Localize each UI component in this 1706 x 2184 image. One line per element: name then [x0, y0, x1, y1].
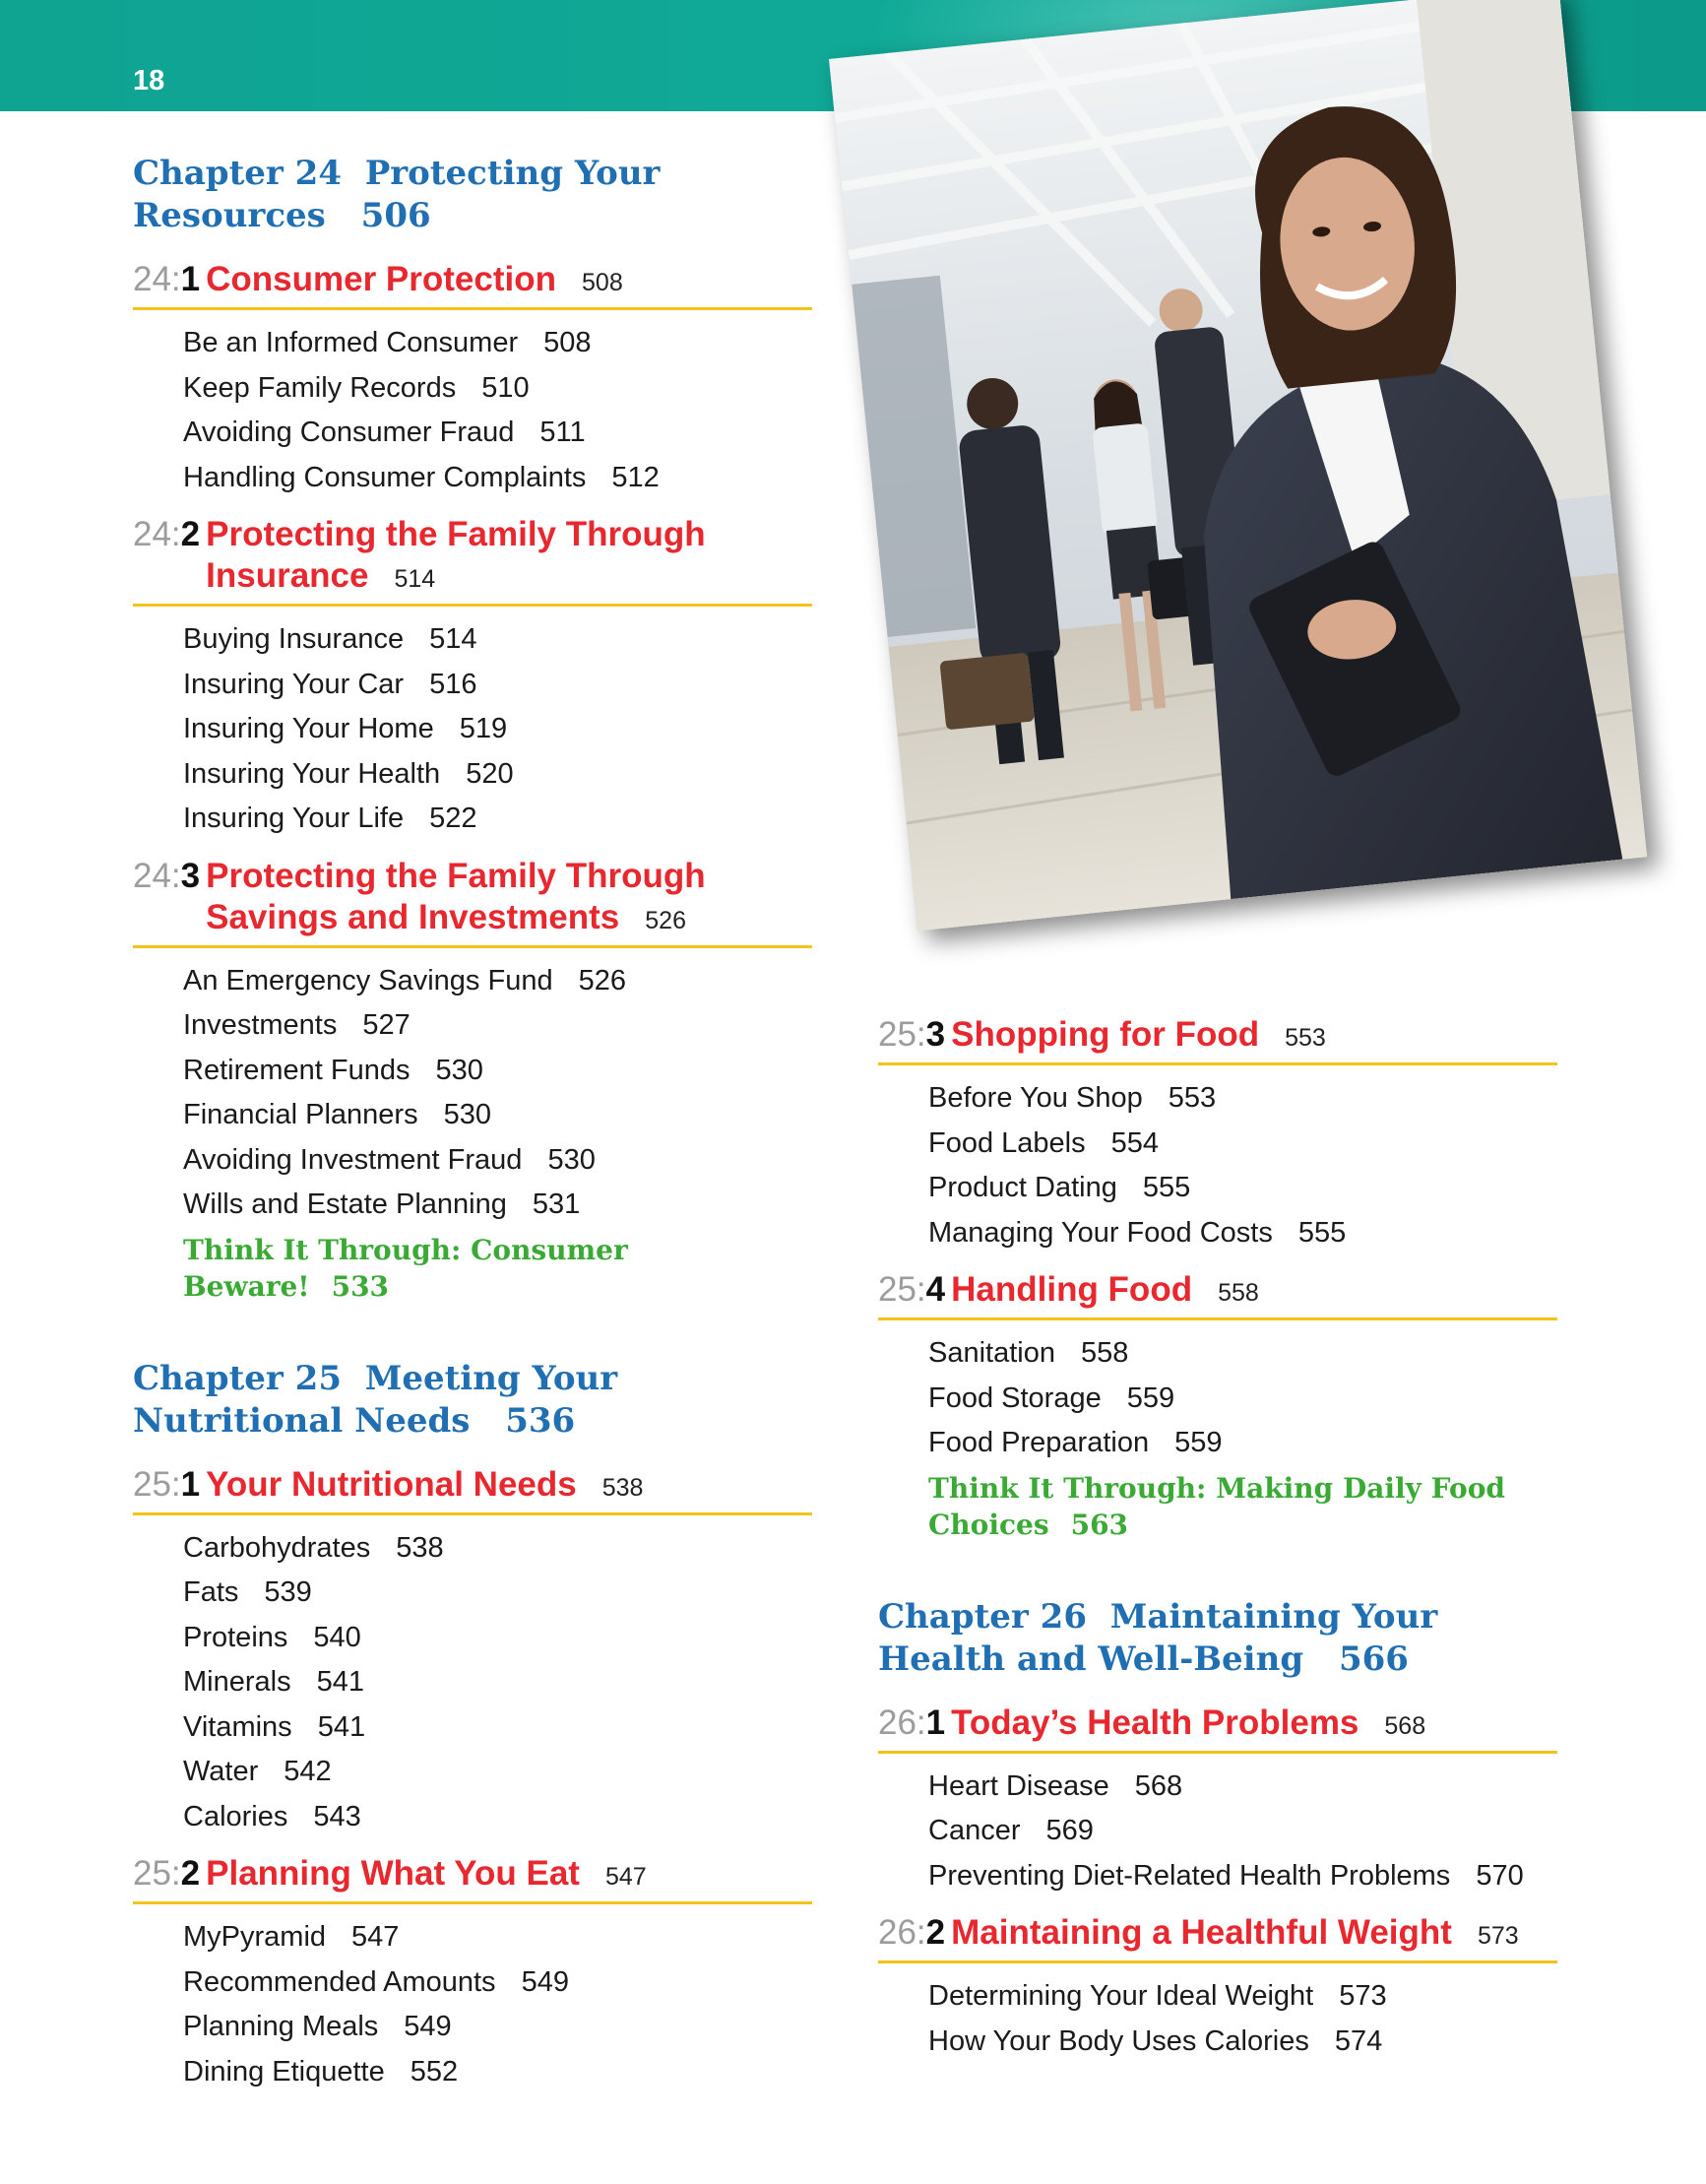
think-page: 533: [331, 1269, 390, 1303]
topic-item[interactable]: [928, 1421, 1557, 1466]
topic-item[interactable]: [183, 752, 812, 798]
topic-list: [183, 321, 812, 500]
topic-title: Planning Meals: [183, 2011, 379, 2042]
chapter-title: Meeting Your Nutritional Needs: [133, 1358, 618, 1441]
section-number: 24:: [133, 856, 181, 895]
business-people-photo: [829, 0, 1647, 931]
topic-item[interactable]: [183, 1915, 812, 1960]
topic-title: Avoiding Investment Fraud: [183, 1143, 523, 1176]
topic-title: Carbohydrates: [183, 1531, 371, 1564]
topic-title: Dining Etiquette: [183, 2055, 385, 2088]
section-number: 25:: [878, 1270, 926, 1309]
topic-item[interactable]: [183, 1660, 812, 1705]
toc-right-column: [878, 1014, 1557, 2078]
topic-title: Retirement Funds: [183, 1054, 411, 1086]
think-title: Think It Through: Consumer Beware!: [183, 1233, 628, 1303]
topic-item[interactable]: [928, 1809, 1557, 1854]
topic-item[interactable]: [183, 1003, 812, 1049]
topic-item[interactable]: [928, 1974, 1557, 2020]
topic-item[interactable]: [928, 1211, 1557, 1256]
toc-left-column: [133, 153, 812, 2108]
section-number: 25:: [133, 1464, 181, 1504]
think-it-through-link[interactable]: [183, 1232, 813, 1305]
think-page: 563: [1070, 1508, 1129, 1541]
section-title: Planning What You Eat: [206, 1854, 580, 1893]
topic-item[interactable]: [183, 1093, 812, 1138]
section-page: 573: [1477, 1922, 1519, 1950]
topic-page: 558: [1081, 1337, 1129, 1369]
topic-page: 549: [521, 1965, 569, 1998]
topic-item[interactable]: [928, 1765, 1557, 1810]
topic-item[interactable]: [183, 1138, 812, 1184]
topic-title: Buying Insurance: [183, 623, 405, 655]
topic-title: Insuring Your Car: [183, 668, 405, 700]
think-it-through-link[interactable]: [928, 1470, 1558, 1543]
section-page: 538: [601, 1473, 644, 1502]
topic-page: 540: [313, 1621, 361, 1653]
section-number: 26:: [878, 1913, 926, 1952]
chapter-label: Chapter 24: [133, 154, 342, 193]
topic-page: 549: [404, 2011, 452, 2042]
topic-page: 554: [1110, 1126, 1160, 1159]
topic-list: [183, 617, 812, 842]
topic-list: [928, 1076, 1557, 1255]
topic-item[interactable]: [183, 1571, 812, 1616]
section-26-1[interactable]: [878, 1702, 1557, 1754]
section-subnumber: 1: [180, 1464, 201, 1504]
section-24-1[interactable]: [133, 259, 812, 310]
topic-item[interactable]: [928, 1076, 1557, 1122]
topic-title: Financial Planners: [183, 1099, 418, 1130]
section-number: 24:: [133, 515, 181, 553]
topic-item[interactable]: [183, 663, 812, 708]
topic-item[interactable]: [183, 321, 812, 366]
section-26-2[interactable]: [878, 1912, 1557, 1963]
topic-list: [928, 1765, 1557, 1899]
section-subnumber: 4: [925, 1270, 946, 1309]
topic-title: MyPyramid: [183, 1921, 327, 1953]
topic-list: [928, 1331, 1557, 1466]
topic-item[interactable]: [183, 1183, 812, 1228]
topic-title: Be an Informed Consumer: [183, 327, 519, 358]
topic-item[interactable]: [183, 707, 812, 752]
topic-page: 530: [435, 1054, 483, 1086]
section-24-3[interactable]: [133, 856, 812, 948]
section-title: Handling Food: [951, 1270, 1193, 1309]
section-page: 526: [645, 906, 686, 934]
section-page: 553: [1285, 1024, 1326, 1052]
topic-title: Cancer: [928, 1815, 1021, 1846]
section-subnumber: 2: [925, 1913, 946, 1952]
section-title: Shopping for Food: [951, 1015, 1260, 1054]
topic-list: [183, 959, 812, 1228]
topic-title: Before You Shop: [928, 1082, 1143, 1114]
section-title: Consumer Protection: [206, 260, 557, 298]
section-number: 24:: [133, 260, 181, 298]
topic-item[interactable]: [928, 1854, 1557, 1899]
topic-title: Insuring Your Home: [183, 713, 434, 744]
section-page: 558: [1218, 1279, 1259, 1307]
section-subnumber: 2: [180, 1854, 201, 1893]
topic-item[interactable]: [183, 1049, 812, 1094]
topic-item[interactable]: [183, 1616, 812, 1661]
topic-title: Water: [183, 1756, 259, 1787]
topic-item[interactable]: [183, 456, 812, 501]
topic-title: Investments: [183, 1009, 338, 1041]
topic-page: 559: [1126, 1381, 1175, 1414]
section-title: Protecting the Family Through Savings and Investments: [206, 856, 706, 936]
section-subnumber: 1: [180, 260, 201, 298]
section-title-wrap: [206, 856, 757, 941]
section-page: 547: [604, 1863, 647, 1891]
topic-item[interactable]: [928, 2020, 1557, 2065]
topic-title: Wills and Estate Planning: [183, 1188, 507, 1220]
topic-item[interactable]: [183, 1705, 812, 1751]
section-title: Your Nutritional Needs: [206, 1464, 577, 1504]
topic-title: Minerals: [183, 1666, 291, 1698]
topic-title: Food Preparation: [928, 1427, 1150, 1458]
section-page: 568: [1384, 1711, 1426, 1740]
topic-page: 570: [1476, 1859, 1524, 1892]
page-number: 18: [133, 65, 165, 96]
section-title: Maintaining a Healthful Weight: [951, 1913, 1452, 1952]
topic-page: 539: [264, 1576, 312, 1608]
section-page: 514: [394, 565, 436, 593]
chapter-page: 566: [1338, 1638, 1409, 1679]
topic-title: Insuring Your Life: [183, 803, 405, 834]
topic-title: Vitamins: [183, 1710, 292, 1743]
topic-title: Insuring Your Health: [183, 757, 441, 790]
topic-title: Preventing Diet-Related Health Problems: [928, 1859, 1451, 1892]
topic-page: 527: [362, 1009, 411, 1041]
section-title-wrap: [206, 514, 757, 600]
topic-title: Food Labels: [928, 1126, 1086, 1159]
topic-item[interactable]: [928, 1331, 1557, 1377]
chapter-25-heading[interactable]: [133, 1358, 812, 1443]
topic-title: Determining Your Ideal Weight: [928, 1980, 1314, 2012]
topic-item[interactable]: [928, 1122, 1557, 1167]
topic-page: 541: [316, 1666, 364, 1698]
section-subnumber: 3: [180, 856, 201, 895]
topic-list: [183, 1915, 812, 2094]
topic-page: 552: [410, 2055, 459, 2088]
topic-item[interactable]: [183, 617, 812, 663]
section-number: 26:: [878, 1702, 926, 1742]
topic-item[interactable]: [928, 1377, 1557, 1422]
topic-item[interactable]: [183, 1795, 812, 1840]
section-number: 25:: [878, 1015, 926, 1054]
topic-page: 530: [443, 1099, 491, 1130]
topic-title: Food Storage: [928, 1381, 1102, 1414]
topic-item[interactable]: [183, 1750, 812, 1795]
section-25-3[interactable]: [878, 1014, 1557, 1065]
section-title: Today’s Health Problems: [951, 1702, 1359, 1742]
chapter-26-heading[interactable]: [878, 1596, 1557, 1681]
topic-item[interactable]: [183, 1526, 812, 1572]
chapter-title: Protecting Your Resources: [133, 154, 661, 235]
topic-page: 553: [1168, 1082, 1217, 1114]
topic-title: Product Dating: [928, 1172, 1117, 1203]
chapter-title: Maintaining Your Health and Well-Being: [878, 1596, 1438, 1679]
topic-page: 542: [284, 1756, 332, 1787]
topic-page: 573: [1339, 1980, 1387, 2012]
think-title: Think It Through: Making Daily Food Choices: [928, 1471, 1505, 1541]
topic-page: 543: [313, 1800, 361, 1832]
section-page: 508: [582, 269, 623, 296]
topic-title: Proteins: [183, 1621, 288, 1653]
topic-title: Avoiding Consumer Fraud: [183, 417, 515, 448]
topic-page: 555: [1142, 1172, 1191, 1203]
topic-title: Managing Your Food Costs: [928, 1216, 1273, 1249]
topic-page: 522: [429, 803, 477, 834]
topic-page: 510: [481, 371, 530, 404]
chapter-page: 536: [505, 1400, 576, 1441]
topic-title: Fats: [183, 1576, 239, 1608]
chapter-page: 506: [360, 196, 431, 235]
topic-page: 530: [547, 1143, 596, 1176]
topic-list: [928, 1974, 1557, 2064]
section-title: Protecting the Family Through Insurance: [206, 515, 706, 595]
topic-title: Heart Disease: [928, 1769, 1109, 1802]
topic-item[interactable]: [183, 959, 812, 1004]
topic-page: 519: [459, 713, 508, 744]
topic-page: 568: [1134, 1769, 1183, 1802]
topic-item[interactable]: [183, 411, 812, 456]
topic-item[interactable]: [928, 1166, 1557, 1211]
topic-page: 516: [429, 668, 477, 700]
topic-item[interactable]: [183, 2005, 812, 2050]
topic-title: Handling Consumer Complaints: [183, 461, 587, 493]
topic-page: 512: [611, 461, 660, 493]
topic-item[interactable]: [183, 1960, 812, 2006]
topic-title: An Emergency Savings Fund: [183, 964, 553, 996]
topic-page: 555: [1297, 1216, 1347, 1249]
chapter-label: Chapter 25: [133, 1358, 342, 1398]
section-25-2[interactable]: [133, 1853, 812, 1904]
topic-page: 511: [539, 417, 586, 448]
section-subnumber: 3: [925, 1015, 946, 1054]
topic-page: 547: [351, 1921, 400, 1953]
topic-page: 541: [317, 1710, 366, 1743]
chapter-label: Chapter 26: [878, 1596, 1087, 1637]
topic-page: 514: [429, 623, 477, 655]
topic-item[interactable]: [183, 2050, 812, 2095]
topic-page: 526: [578, 964, 626, 996]
topic-page: 538: [396, 1531, 444, 1564]
topic-item[interactable]: [183, 797, 812, 842]
section-24-2[interactable]: [133, 514, 812, 607]
topic-title: Keep Family Records: [183, 371, 457, 404]
section-subnumber: 2: [180, 515, 201, 553]
topic-page: 559: [1174, 1427, 1223, 1458]
section-25-4[interactable]: [878, 1269, 1557, 1320]
section-25-1[interactable]: [133, 1464, 812, 1515]
topic-page: 574: [1334, 2024, 1383, 2057]
topic-item[interactable]: [183, 366, 812, 412]
topic-page: 569: [1045, 1815, 1094, 1846]
topic-title: Recommended Amounts: [183, 1965, 496, 1998]
chapter-24-heading[interactable]: [133, 153, 812, 237]
topic-page: 508: [543, 327, 592, 358]
topic-page: 520: [466, 757, 514, 790]
topic-list: [183, 1526, 812, 1840]
section-number: 25:: [133, 1854, 181, 1893]
section-subnumber: 1: [925, 1702, 946, 1742]
topic-title: How Your Body Uses Calories: [928, 2024, 1309, 2057]
topic-title: Sanitation: [928, 1337, 1055, 1369]
topic-page: 531: [532, 1188, 581, 1220]
topic-title: Calories: [183, 1800, 288, 1832]
